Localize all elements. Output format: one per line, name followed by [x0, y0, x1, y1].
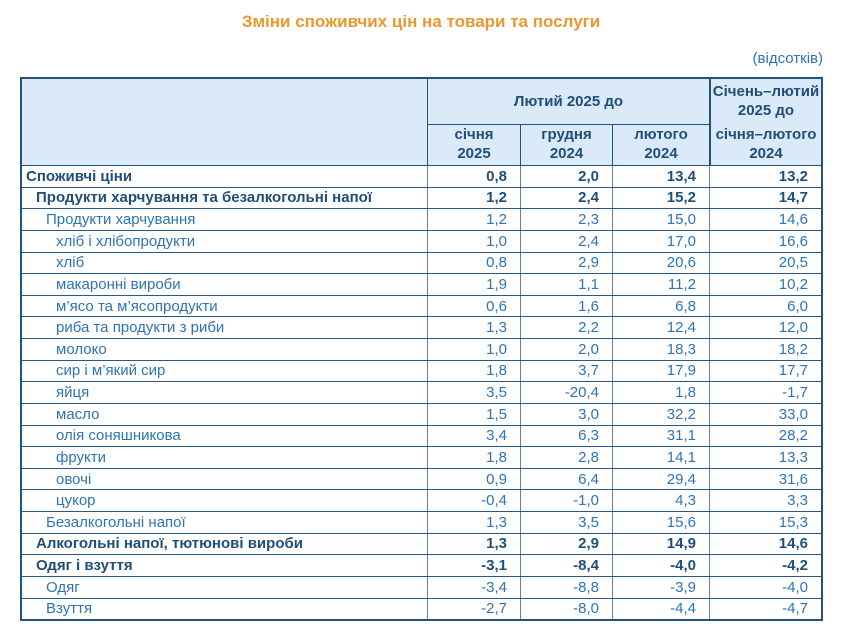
table-header	[22, 79, 821, 166]
value-cell-jan2025: -3,4	[427, 577, 520, 598]
header-corner-cell	[22, 79, 427, 165]
row-label-cell: хліб	[56, 254, 85, 272]
period-line-3: січня–лютого	[715, 126, 817, 144]
subcol-3-line-2: 2024	[644, 145, 678, 162]
value-cell-dec2024: 3,5	[520, 512, 612, 533]
row-label-cell: Алкогольні напої, тютюнові вироби	[36, 535, 303, 553]
row-label-cell: Одяг і взуття	[36, 557, 133, 575]
value-cell-period: 6,0	[709, 296, 821, 317]
value-cell-dec2024: 2,8	[520, 447, 612, 468]
table-row	[22, 425, 821, 447]
subcol-1-line-2: 2025	[457, 145, 491, 162]
table-row	[22, 598, 821, 620]
value-cell-dec2024: 3,0	[520, 404, 612, 425]
value-cell-dec2024: 6,3	[520, 426, 612, 447]
value-cell-dec2024: 2,9	[520, 534, 612, 555]
value-cell-feb2024: 20,6	[612, 253, 709, 274]
value-cell-jan2025: 3,4	[427, 426, 520, 447]
value-cell-period: 14,6	[709, 209, 821, 230]
value-cell-period: 28,2	[709, 426, 821, 447]
value-cell-dec2024: 2,2	[520, 317, 612, 338]
value-cell-jan2025: -2,7	[427, 599, 520, 620]
value-cell-jan2025: 1,0	[427, 231, 520, 252]
value-cell-jan2025: 1,9	[427, 274, 520, 295]
row-label-cell: Одяг	[46, 578, 80, 596]
value-cell-jan2025: 1,2	[427, 209, 520, 230]
value-cell-jan2025: 0,9	[427, 469, 520, 490]
value-cell-period: -4,0	[709, 577, 821, 598]
value-cell-period: 33,0	[709, 404, 821, 425]
value-cell-feb2024: 31,1	[612, 426, 709, 447]
value-cell-feb2024: 29,4	[612, 469, 709, 490]
row-label-cell: яйця	[56, 384, 90, 402]
value-cell-period: 13,3	[709, 447, 821, 468]
value-cell-dec2024: 2,4	[520, 231, 612, 252]
table-row	[22, 252, 821, 274]
subcol-2-line-1: грудня	[541, 126, 592, 144]
value-cell-feb2024: 14,1	[612, 447, 709, 468]
row-label-cell: м’ясо та м’ясопродукти	[56, 297, 218, 315]
value-cell-feb2024: 17,0	[612, 231, 709, 252]
value-cell-period: 17,7	[709, 361, 821, 382]
row-label-cell: Взуття	[46, 600, 93, 618]
value-cell-dec2024: -8,0	[520, 599, 612, 620]
row-label-cell: сир і м’який сир	[56, 362, 166, 380]
value-cell-period: -1,7	[709, 382, 821, 403]
table-row	[22, 166, 821, 187]
row-label-cell: овочі	[56, 470, 92, 488]
table-row	[22, 208, 821, 230]
row-label-cell: макаронні вироби	[56, 275, 181, 293]
value-cell-period: 16,6	[709, 231, 821, 252]
value-cell-jan2025: 1,3	[427, 512, 520, 533]
value-cell-feb2024: 13,4	[612, 166, 709, 187]
table-row	[22, 316, 821, 338]
value-cell-period: 31,6	[709, 469, 821, 490]
row-label-cell: Продукти харчування	[46, 211, 196, 229]
value-cell-feb2024: 15,6	[612, 512, 709, 533]
row-label-cell: риба та продукти з риби	[56, 319, 225, 337]
period-line-4: 2024	[749, 145, 783, 162]
period-line-2: 2025 до	[737, 102, 795, 119]
subcol-1-line-1: січня	[454, 126, 494, 144]
consumer-price-table	[20, 77, 823, 621]
row-label-cell: цукор	[56, 492, 96, 510]
value-cell-feb2024: 15,0	[612, 209, 709, 230]
period-line-1: Січень–лютий	[712, 83, 820, 101]
value-cell-period: 10,2	[709, 274, 821, 295]
table-row	[22, 381, 821, 403]
row-label-cell: фрукти	[56, 448, 106, 466]
table-row	[22, 576, 821, 598]
header-subcol-1	[427, 125, 520, 165]
value-cell-dec2024: -20,4	[520, 382, 612, 403]
value-cell-jan2025: 3,5	[427, 382, 520, 403]
row-label-cell: масло	[56, 405, 100, 423]
value-cell-dec2024: 2,3	[520, 209, 612, 230]
value-cell-period: 15,3	[709, 512, 821, 533]
value-cell-period: 14,6	[709, 534, 821, 555]
value-cell-period: -4,7	[709, 599, 821, 620]
value-cell-jan2025: 0,8	[427, 253, 520, 274]
header-subcol-3	[612, 125, 709, 165]
value-cell-dec2024: 2,0	[520, 339, 612, 360]
header-subcol-2	[520, 125, 612, 165]
value-cell-period: 18,2	[709, 339, 821, 360]
value-cell-feb2024: 17,9	[612, 361, 709, 382]
subcol-2-line-2: 2024	[549, 145, 584, 162]
value-cell-feb2024: 12,4	[612, 317, 709, 338]
table-row	[22, 468, 821, 490]
value-cell-feb2024: -4,4	[612, 599, 709, 620]
table-row	[22, 187, 821, 209]
page-title: Зміни споживчих цін на товари та послуги	[241, 12, 601, 31]
value-cell-dec2024: 2,0	[520, 166, 612, 187]
table-row	[22, 295, 821, 317]
value-cell-jan2025: -3,1	[427, 555, 520, 576]
value-cell-feb2024: 18,3	[612, 339, 709, 360]
value-cell-dec2024: 1,6	[520, 296, 612, 317]
value-cell-jan2025: 1,3	[427, 534, 520, 555]
header-group-cell: Лютий 2025 до	[427, 79, 709, 125]
value-cell-period: 20,5	[709, 253, 821, 274]
row-label-cell: молоко	[56, 340, 107, 358]
value-cell-jan2025: 0,6	[427, 296, 520, 317]
table-row	[22, 511, 821, 533]
row-label-cell: Продукти харчування та безалкогольні напої	[36, 189, 373, 207]
value-cell-feb2024: 1,8	[612, 382, 709, 403]
value-cell-period: 12,0	[709, 317, 821, 338]
value-cell-dec2024: -8,8	[520, 577, 612, 598]
value-cell-jan2025: 1,3	[427, 317, 520, 338]
table-row	[22, 554, 821, 576]
value-cell-feb2024: -3,9	[612, 577, 709, 598]
value-cell-dec2024: 6,4	[520, 469, 612, 490]
row-label-cell: олія соняшникова	[56, 427, 181, 445]
value-cell-jan2025: 1,8	[427, 447, 520, 468]
value-cell-feb2024: 32,2	[612, 404, 709, 425]
value-cell-period: 3,3	[709, 490, 821, 511]
value-cell-jan2025: 1,2	[427, 188, 520, 209]
value-cell-jan2025: -0,4	[427, 490, 520, 511]
subcol-3-line-1: лютого	[634, 126, 688, 144]
value-cell-feb2024: 11,2	[612, 274, 709, 295]
value-cell-jan2025: 1,5	[427, 404, 520, 425]
value-cell-dec2024: 2,4	[520, 188, 612, 209]
table-row	[22, 403, 821, 425]
table-row	[22, 446, 821, 468]
value-cell-feb2024: 15,2	[612, 188, 709, 209]
row-label-cell: хліб і хлібопродукти	[56, 232, 196, 250]
value-cell-period: -4,2	[709, 555, 821, 576]
table-row	[22, 489, 821, 511]
value-cell-jan2025: 1,8	[427, 361, 520, 382]
row-label-cell: Споживчі ціни	[26, 167, 133, 185]
table-row	[22, 338, 821, 360]
value-cell-feb2024: 14,9	[612, 534, 709, 555]
row-label-cell: Безалкогольні напої	[46, 513, 186, 531]
table-row	[22, 230, 821, 252]
value-cell-feb2024: 4,3	[612, 490, 709, 511]
value-cell-dec2024: 3,7	[520, 361, 612, 382]
table-row	[22, 273, 821, 295]
value-cell-jan2025: 0,8	[427, 166, 520, 187]
value-cell-feb2024: -4,0	[612, 555, 709, 576]
value-cell-dec2024: -1,0	[520, 490, 612, 511]
value-cell-feb2024: 6,8	[612, 296, 709, 317]
header-period-cell	[709, 79, 821, 165]
table-body	[22, 166, 821, 619]
value-cell-dec2024: -8,4	[520, 555, 612, 576]
value-cell-dec2024: 1,1	[520, 274, 612, 295]
value-cell-dec2024: 2,9	[520, 253, 612, 274]
table-row	[22, 533, 821, 555]
units-note: (відсотків)	[752, 50, 823, 67]
table-row	[22, 360, 821, 382]
value-cell-jan2025: 1,0	[427, 339, 520, 360]
value-cell-period: 13,2	[709, 166, 821, 187]
value-cell-period: 14,7	[709, 188, 821, 209]
